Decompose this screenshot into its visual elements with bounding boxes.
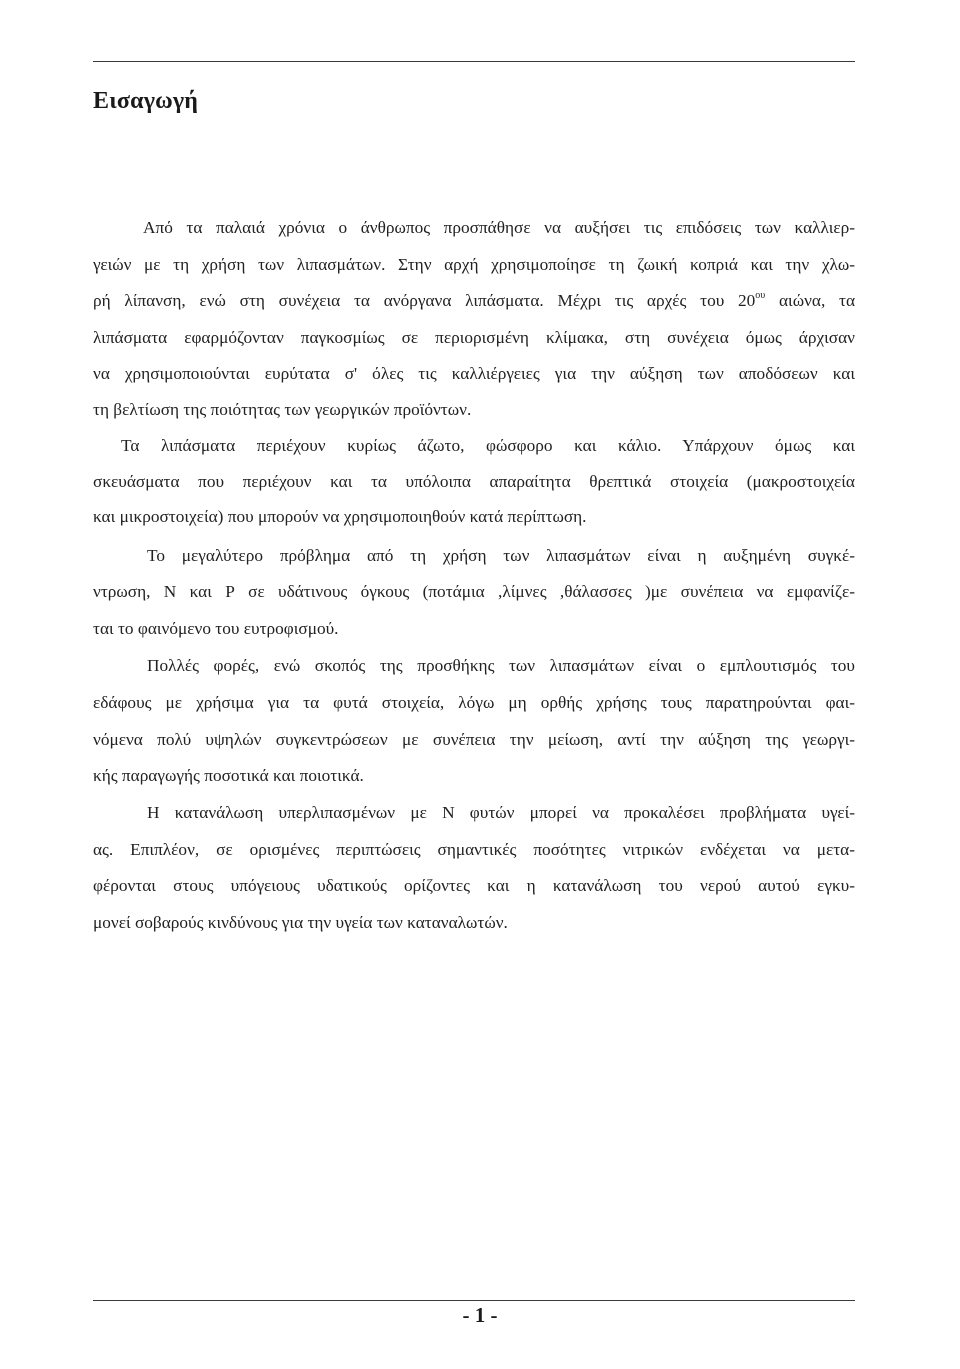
paragraph-4-line-3: νόμενα πολύ υψηλών συγκεντρώσεων με συνέπεια την μείωση, αντί την αύξηση της γεωργι- [93,730,855,749]
paragraph-5-line-4: μονεί σοβαρούς κινδύνους για την υγεία των καταναλωτών. [93,913,508,932]
paragraph-3-line-2: ντρωση, Ν και Ρ σε υδάτινους όγκους (ποτάμια ,λίμνες ,θάλασσες )με συνέπεια να εμφανίζε- [93,582,855,601]
paragraph-1-line-5: να χρησιμοποιούνται ευρύτατα σ' όλες τις καλλιέργειες για την αύξηση των αποδόσεων και [93,364,855,383]
paragraph-5-line-1: Η κατανάλωση υπερλιπασμένων με Ν φυτών μπορεί να προκαλέσει προβλήματα υγεί- [147,803,855,822]
paragraph-1-line-3-end: αιώνα, τα [765,291,855,310]
header-rule [93,61,855,62]
paragraph-2-line-3: και μικροστοιχεία) που μπορούν να χρησιμοποιηθούν κατά περίπτωση. [93,507,587,526]
paragraph-1-line-3-start: ρή λίπανση, ενώ στη συνέχεια τα ανόργανα λιπάσματα. Μέχρι τις αρχές του 20 [93,291,756,310]
paragraph-1-line-1: Από τα παλαιά χρόνια ο άνθρωπος προσπάθησε να αυξήσει τις επιδόσεις των καλλιερ- [143,218,855,237]
century-superscript: ου [755,290,766,302]
paragraph-1-line-2: γειών με τη χρήση των λιπασμάτων. Στην αρχή χρησιμοποίησε τη ζωική κοπριά και την χλω- [93,255,855,274]
paragraph-2-line-1: Τα λιπάσματα περιέχουν κυρίως άζωτο, φώσφορο και κάλιο. Υπάρχουν όμως και [121,436,855,455]
paragraph-3-line-3: ται το φαινόμενο του ευτροφισμού. [93,619,339,638]
paragraph-2-line-2: σκευάσματα που περιέχουν και τα υπόλοιπα απαραίτητα θρεπτικά στοιχεία (μακροστοιχεία [93,472,855,491]
paragraph-1-line-3 [93,289,855,313]
paragraph-1-line-6: τη βελτίωση της ποιότητας των γεωργικών προϊόντων. [93,400,472,419]
paragraph-5-line-2: ας. Επιπλέον, σε ορισμένες περιπτώσεις σημαντικές ποσότητες νιτρικών ενδέχεται να μετα- [93,840,855,859]
page-title: Εισαγωγή [93,88,199,114]
paragraph-5-line-3: φέρονται στους υπόγειους υδατικούς ορίζοντες και η κατανάλωση του νερού αυτού εγκυ- [93,876,855,895]
paragraph-3-line-1: Το μεγαλύτερο πρόβλημα από τη χρήση των λιπασμάτων είναι η αυξημένη συγκέ- [147,546,855,565]
footer-rule [93,1300,855,1301]
page-number: - 1 - [462,1303,498,1327]
paragraph-4-line-1: Πολλές φορές, ενώ σκοπός της προσθήκης των λιπασμάτων είναι ο εμπλουτισμός του [147,656,855,675]
paragraph-4-line-4: κής παραγωγής ποσοτικά και ποιοτικά. [93,766,364,785]
paragraph-4-line-2: εδάφους με χρήσιμα για τα φυτά στοιχεία, λόγω μη ορθής χρήσης τους παρατηρούνται φαι- [93,693,855,712]
paragraph-1-line-4: λιπάσματα εφαρμόζονταν παγκοσμίως σε περιορισμένη κλίμακα, στη συνέχεια όμως άρχισαν [93,328,855,347]
